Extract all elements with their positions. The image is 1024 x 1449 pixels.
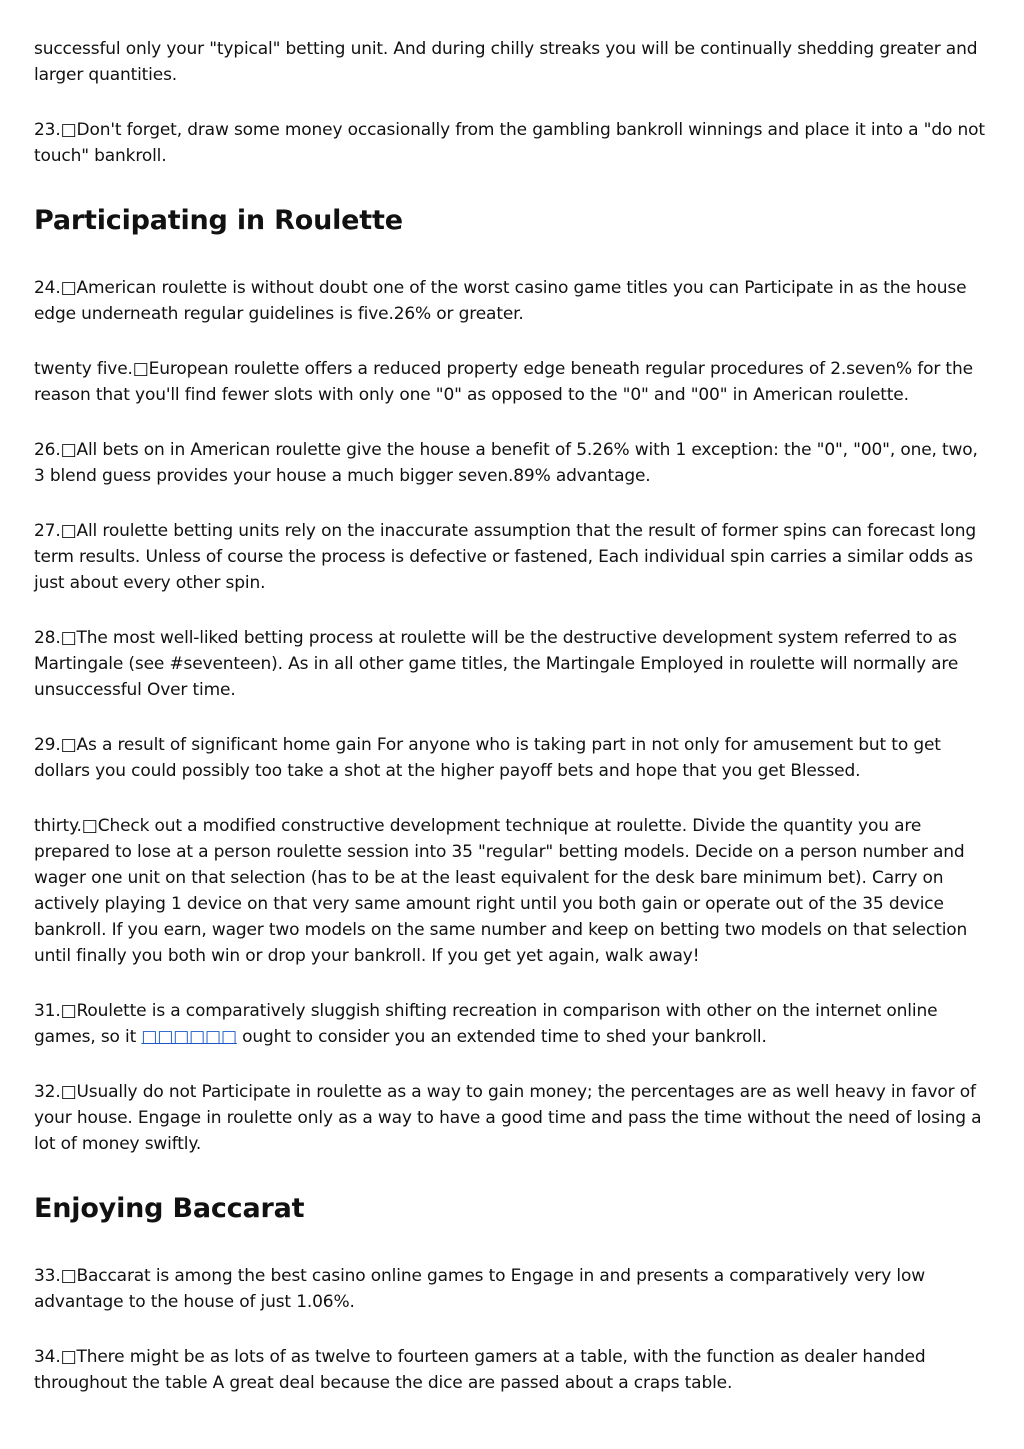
tip-31-text-before: 31.□Roulette is a comparatively sluggish shifting recreation in comparison with other on the internet online games, so it	[34, 1001, 938, 1047]
paragraph-tip-23: 23.□Don't forget, draw some money occasionally from the gambling bankroll winnings and place it into a "do not touch" bankroll.	[34, 120, 985, 166]
paragraph-continuation: successful only your "typical" betting unit. And during chilly streaks you will be continually shedding greater and larger quantities.	[34, 39, 978, 85]
section-heading-baccarat: Enjoying Baccarat	[34, 1193, 305, 1224]
paragraph-tip-26: 26.□All bets on in American roulette give the house a benefit of 5.26% with 1 exception: the "0", "00", one, two, 3 blend guess provides your house a much bigger seven.89% advantage.	[34, 440, 978, 486]
inline-link[interactable]: □□□□□□	[141, 1027, 237, 1047]
paragraph-tip-28: 28.□The most well-liked betting process at roulette will be the destructive development system referred to as Martingale (see #seventeen). As in all other game titles, the Martingale Employed in roulette will normally are unsuccessful Over time.	[34, 628, 959, 700]
paragraph-tip-24: 24.□American roulette is without doubt one of the worst casino game titles you can Participate in as the house edge underneath regular guidelines is five.26% or greater.	[34, 278, 967, 324]
tip-31-text-after: ought to consider you an extended time to shed your bankroll.	[236, 1027, 767, 1047]
paragraph-tip-34: 34.□There might be as lots of as twelve to fourteen gamers at a table, with the function as dealer handed throughout the table A great deal because the dice are passed about a craps table.	[34, 1347, 926, 1393]
paragraph-tip-33: 33.□Baccarat is among the best casino online games to Engage in and presents a comparatively very low advantage to the house of just 1.06%.	[34, 1266, 925, 1312]
paragraph-tip-29: 29.□As a result of significant home gain For anyone who is taking part in not only for amusement but to get dollars you could possibly too take a shot at the higher payoff bets and hope that you get Blessed.	[34, 735, 941, 781]
paragraph-tip-32: 32.□Usually do not Participate in roulette as a way to gain money; the percentages are as well heavy in favor of your house. Engage in roulette only as a way to have a good time and pass the time without the need of losing a lot of money swiftly.	[34, 1082, 982, 1154]
paragraph-tip-31	[34, 998, 990, 1050]
section-heading-roulette: Participating in Roulette	[34, 205, 403, 236]
paragraph-tip-27: 27.□All roulette betting units rely on the inaccurate assumption that the result of former spins can forecast long term results. Unless of course the process is defective or fastened, Each individual spin carries a similar odds as just about every other spin.	[34, 521, 976, 593]
paragraph-tip-30: thirty.□Check out a modified constructive development technique at roulette. Divide the quantity you are prepared to lose at a person roulette session into 35 "regular" betting models. Decide on a person number and wager one unit on that selection (has to be at the least equivalent for the desk bare minimum bet). Carry on actively playing 1 device on that very same amount right until you both gain or operate out of the 35 device bankroll. If you earn, wager two models on the same number and keep on betting two models on that selection until finally you both win or drop your bankroll. If you get yet again, walk away!	[34, 816, 968, 966]
paragraph-tip-25: twenty five.□European roulette offers a reduced property edge beneath regular procedures of 2.seven% for the reason that you'll find fewer slots with only one "0" as opposed to the "0" and "00" in American roulette.	[34, 359, 973, 405]
